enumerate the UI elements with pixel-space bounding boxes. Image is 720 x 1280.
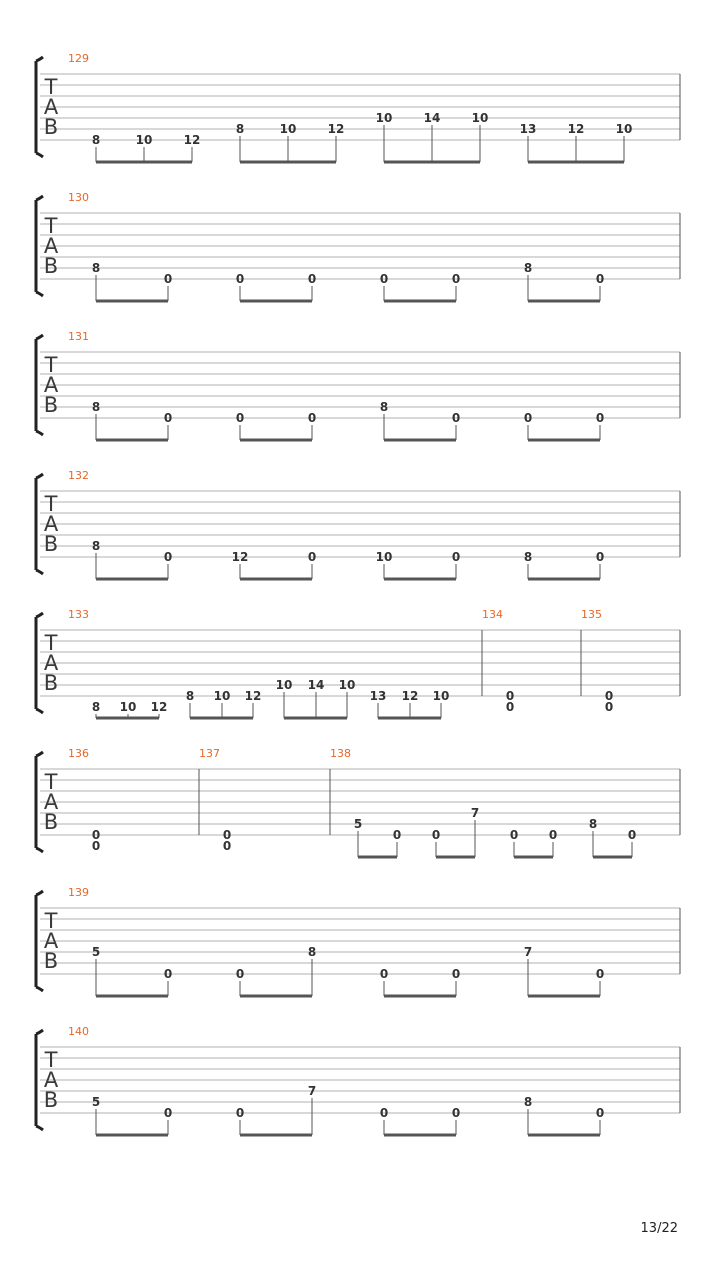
fret-number: 12: [150, 700, 168, 714]
fret-number: 0: [505, 689, 515, 703]
fret-number: 10: [135, 133, 153, 147]
fret-number: 8: [91, 539, 101, 553]
fret-number: 0: [604, 700, 614, 714]
fret-number: 0: [379, 967, 389, 981]
staff-system: [36, 747, 680, 857]
staff-system: [36, 191, 680, 301]
fret-number: 0: [235, 411, 245, 425]
tab-letter: B: [43, 671, 59, 695]
tab-letter: A: [43, 929, 59, 953]
fret-number: 0: [307, 550, 317, 564]
tab-letter: B: [43, 115, 59, 139]
fret-number: 0: [451, 411, 461, 425]
fret-number: 10: [119, 700, 137, 714]
fret-number: 10: [375, 550, 393, 564]
fret-number: 8: [91, 133, 101, 147]
fret-number: 0: [163, 272, 173, 286]
fret-number: 10: [375, 111, 393, 125]
fret-number: 8: [91, 261, 101, 275]
fret-number: 10: [471, 111, 489, 125]
measure-number: 139: [68, 886, 89, 899]
fret-number: 0: [505, 700, 515, 714]
staff-system: [36, 52, 680, 162]
fret-number: 5: [91, 945, 101, 959]
page-number: 13/22: [640, 1221, 678, 1236]
measure-number: 129: [68, 52, 89, 65]
fret-number: 12: [183, 133, 201, 147]
tab-letter: T: [44, 492, 58, 516]
fret-number: 10: [432, 689, 450, 703]
fret-number: 10: [615, 122, 633, 136]
fret-number: 0: [523, 411, 533, 425]
fret-number: 12: [401, 689, 419, 703]
fret-number: 8: [588, 817, 598, 831]
fret-number: 0: [163, 1106, 173, 1120]
fret-number: 0: [431, 828, 441, 842]
fret-number: 0: [595, 272, 605, 286]
fret-number: 12: [244, 689, 262, 703]
tab-letter: A: [43, 651, 59, 675]
fret-number: 13: [519, 122, 537, 136]
fret-number: 0: [451, 1106, 461, 1120]
fret-number: 10: [213, 689, 231, 703]
tab-letter: T: [44, 909, 58, 933]
tab-letter: B: [43, 254, 59, 278]
tab-letter: B: [43, 532, 59, 556]
fret-number: 0: [548, 828, 558, 842]
fret-number: 0: [595, 550, 605, 564]
measure-number: 135: [581, 608, 602, 621]
fret-number: 8: [379, 400, 389, 414]
fret-number: 0: [595, 967, 605, 981]
fret-number: 10: [275, 678, 293, 692]
fret-number: 8: [185, 689, 195, 703]
fret-number: 0: [222, 839, 232, 853]
tab-letter: T: [44, 631, 58, 655]
tab-letter: T: [44, 1048, 58, 1072]
fret-number: 0: [163, 550, 173, 564]
fret-number: 0: [451, 272, 461, 286]
fret-number: 0: [307, 411, 317, 425]
tab-letter: A: [43, 790, 59, 814]
measure-number: 134: [482, 608, 503, 621]
fret-number: 12: [567, 122, 585, 136]
fret-number: 0: [595, 1106, 605, 1120]
measure-number: 133: [68, 608, 89, 621]
tab-letter: T: [44, 214, 58, 238]
measure-number: 140: [68, 1025, 89, 1038]
fret-number: 8: [523, 1095, 533, 1109]
measure-number: 137: [199, 747, 220, 760]
tab-letter: A: [43, 95, 59, 119]
tab-letter: B: [43, 810, 59, 834]
fret-number: 8: [523, 261, 533, 275]
fret-number: 0: [595, 411, 605, 425]
fret-number: 0: [235, 1106, 245, 1120]
fret-number: 8: [91, 400, 101, 414]
tab-letter: T: [44, 75, 58, 99]
fret-number: 13: [369, 689, 387, 703]
tab-letter: B: [43, 393, 59, 417]
fret-number: 0: [307, 272, 317, 286]
fret-number: 7: [523, 945, 533, 959]
fret-number: 0: [235, 967, 245, 981]
fret-number: 0: [451, 967, 461, 981]
fret-number: 0: [163, 967, 173, 981]
staff-system: [36, 1025, 680, 1135]
tab-letter: A: [43, 512, 59, 536]
fret-number: 10: [279, 122, 297, 136]
fret-number: 0: [91, 839, 101, 853]
fret-number: 12: [231, 550, 249, 564]
measure-number: 131: [68, 330, 89, 343]
fret-number: 7: [307, 1084, 317, 1098]
measure-number: 136: [68, 747, 89, 760]
fret-number: 8: [91, 700, 101, 714]
fret-number: 0: [509, 828, 519, 842]
fret-number: 10: [338, 678, 356, 692]
measure-number: 132: [68, 469, 89, 482]
fret-number: 0: [627, 828, 637, 842]
fret-number: 0: [604, 689, 614, 703]
tab-letter: A: [43, 234, 59, 258]
measure-number: 138: [330, 747, 351, 760]
fret-number: 5: [353, 817, 363, 831]
staff-system: [36, 469, 680, 579]
fret-number: 14: [307, 678, 325, 692]
staff-system: [36, 608, 680, 718]
fret-number: 0: [379, 1106, 389, 1120]
fret-number: 0: [91, 828, 101, 842]
fret-number: 7: [470, 806, 480, 820]
staff-system: [36, 886, 680, 996]
tab-letter: B: [43, 1088, 59, 1112]
fret-number: 0: [163, 411, 173, 425]
staff-system: [36, 330, 680, 440]
fret-number: 8: [235, 122, 245, 136]
fret-number: 12: [327, 122, 345, 136]
tab-letter: A: [43, 373, 59, 397]
fret-number: 5: [91, 1095, 101, 1109]
fret-number: 0: [451, 550, 461, 564]
fret-number: 0: [235, 272, 245, 286]
fret-number: 8: [307, 945, 317, 959]
measure-number: 130: [68, 191, 89, 204]
fret-number: 0: [222, 828, 232, 842]
fret-number: 0: [392, 828, 402, 842]
tab-letter: T: [44, 770, 58, 794]
tab-letter: T: [44, 353, 58, 377]
fret-number: 8: [523, 550, 533, 564]
fret-number: 14: [423, 111, 441, 125]
tab-letter: A: [43, 1068, 59, 1092]
tab-letter: B: [43, 949, 59, 973]
fret-number: 0: [379, 272, 389, 286]
